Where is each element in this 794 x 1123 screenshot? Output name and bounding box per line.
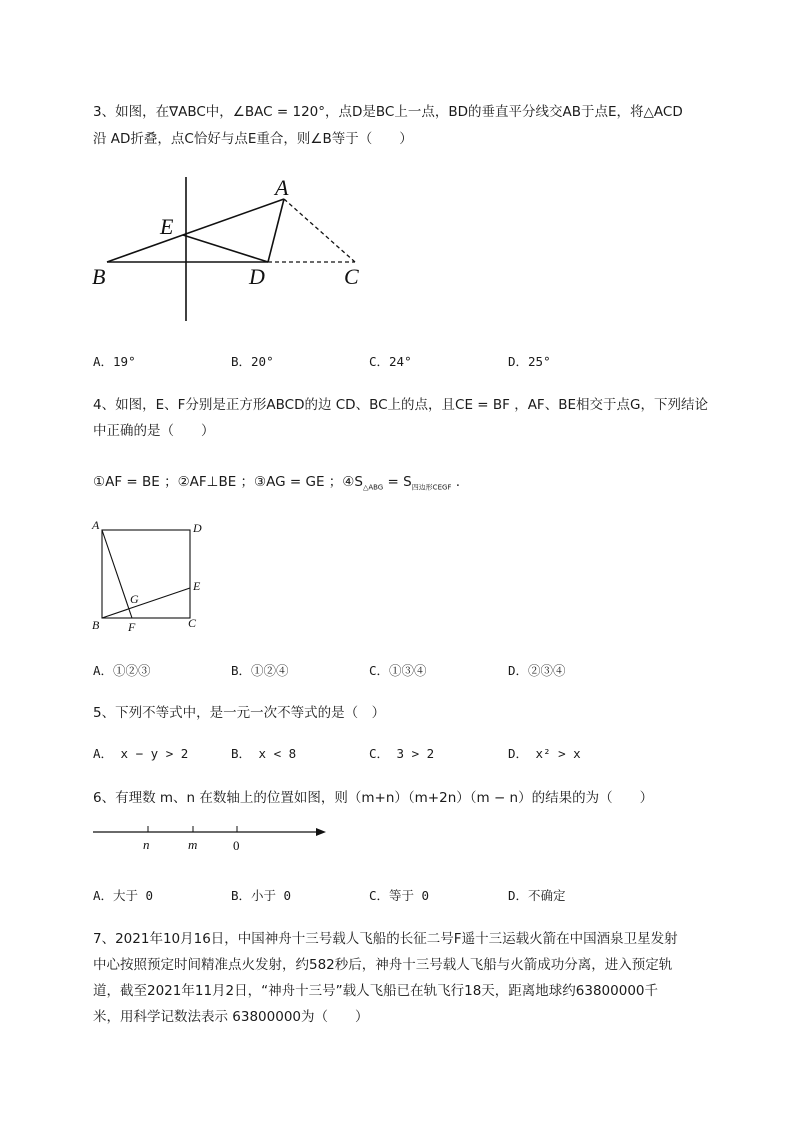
label-n: n — [143, 837, 150, 852]
segment-AC-dashed — [284, 199, 355, 262]
q4-conclusions — [93, 470, 460, 493]
q4-period: . — [451, 474, 461, 490]
q5-option-c[interactable]: C． 3 > 2 — [369, 746, 435, 761]
label-A: A — [92, 518, 100, 532]
q6-option-b[interactable]: B．小于 0 — [231, 888, 292, 903]
q3-triangle-figure — [85, 170, 385, 330]
label-D: D — [249, 264, 265, 289]
q4-square-figure — [88, 515, 208, 635]
label-E: E — [160, 214, 174, 239]
segment-BE — [102, 588, 190, 618]
q7-text-line2: 中心按照预定时间精准点火发射，约582秒后，神舟十三号载人飞船与火箭成功分离，进入预定轨 — [93, 957, 673, 973]
q6-text-line1: 6、有理数 m、n 在数轴上的位置如图，则（m+n）（m+2n）（m − n）的结果的为（ ） — [93, 790, 654, 806]
square-ABCD — [102, 530, 190, 618]
q7-text-line4: 米，用科学记数法表示 63800000为（ ） — [93, 1009, 369, 1025]
q4-text-line1: 4、如图，E、F分别是正方形ABCD的边 CD、BC上的点，且CE = BF ，AF、BE相交于点G，下列结论 — [93, 397, 708, 413]
q4-option-b[interactable]: B．①②④ — [231, 663, 289, 678]
label-B: B — [92, 618, 100, 632]
q3-text-line1: 3、如图，在∇ABC中，∠BAC = 120°，点D是BC上一点，BD的垂直平分线交AB于点E，将△ACD — [93, 104, 683, 120]
label-B: B — [92, 264, 106, 289]
label-G: G — [130, 592, 139, 606]
label-zero: 0 — [233, 838, 240, 853]
q4-option-a[interactable]: A．①②③ — [93, 663, 151, 678]
q3-text-line2: 沿 AD折叠，点C恰好与点E重合，则∠B等于（ ） — [93, 131, 413, 147]
q4-option-d[interactable]: D．②③④ — [508, 663, 566, 678]
label-F: F — [128, 620, 136, 634]
q4-conclusions-text: ①AF = BE ；②AF⊥BE ；③AG = GE ；④S — [93, 474, 363, 490]
q6-number-line — [88, 820, 338, 860]
q5-option-b[interactable]: B． x < 8 — [231, 746, 297, 761]
q4-equals: = S — [383, 474, 412, 490]
label-m: m — [188, 837, 198, 852]
label-A: A — [275, 175, 289, 200]
segment-ED — [183, 235, 268, 262]
segment-AD — [268, 199, 284, 262]
label-D: D — [193, 521, 202, 535]
q5-option-d[interactable]: D． x² > x — [508, 746, 581, 761]
q5-text-line1: 5、下列不等式中，是一元一次不等式的是（ ） — [93, 705, 386, 721]
q6-option-d[interactable]: D．不确定 — [508, 888, 566, 903]
label-C: C — [344, 264, 359, 289]
q7-text-line1: 7、2021年10月16日，中国神舟十三号载人飞船的长征二号F遥十三运载火箭在中国酒泉卫星发射 — [93, 931, 678, 947]
segment-AF — [102, 530, 132, 618]
q5-option-a[interactable]: A． x − y > 2 — [93, 746, 189, 761]
label-E: E — [193, 579, 201, 593]
q4-text-line2: 中正确的是（ ） — [93, 423, 215, 439]
q7-text-line3: 道，截至2021年11月2日，“神舟十三号”载人飞船已在轨飞行18天，距离地球约63800000千 — [93, 983, 659, 999]
q3-option-c[interactable]: C．24° — [369, 354, 412, 369]
q4-option-c[interactable]: C．①③④ — [369, 663, 427, 678]
q3-option-b[interactable]: B．20° — [231, 354, 274, 369]
q6-option-a[interactable]: A．大于 0 — [93, 888, 154, 903]
q4-area-sub2: 四边形CEGF — [411, 483, 452, 492]
segment-BA — [107, 199, 284, 262]
q3-option-a[interactable]: A．19° — [93, 354, 136, 369]
q6-option-c[interactable]: C．等于 0 — [369, 888, 430, 903]
axis-arrow — [316, 828, 326, 836]
q4-area-sub1: △ABG — [362, 483, 384, 492]
label-C: C — [188, 616, 197, 630]
q3-option-d[interactable]: D．25° — [508, 354, 551, 369]
